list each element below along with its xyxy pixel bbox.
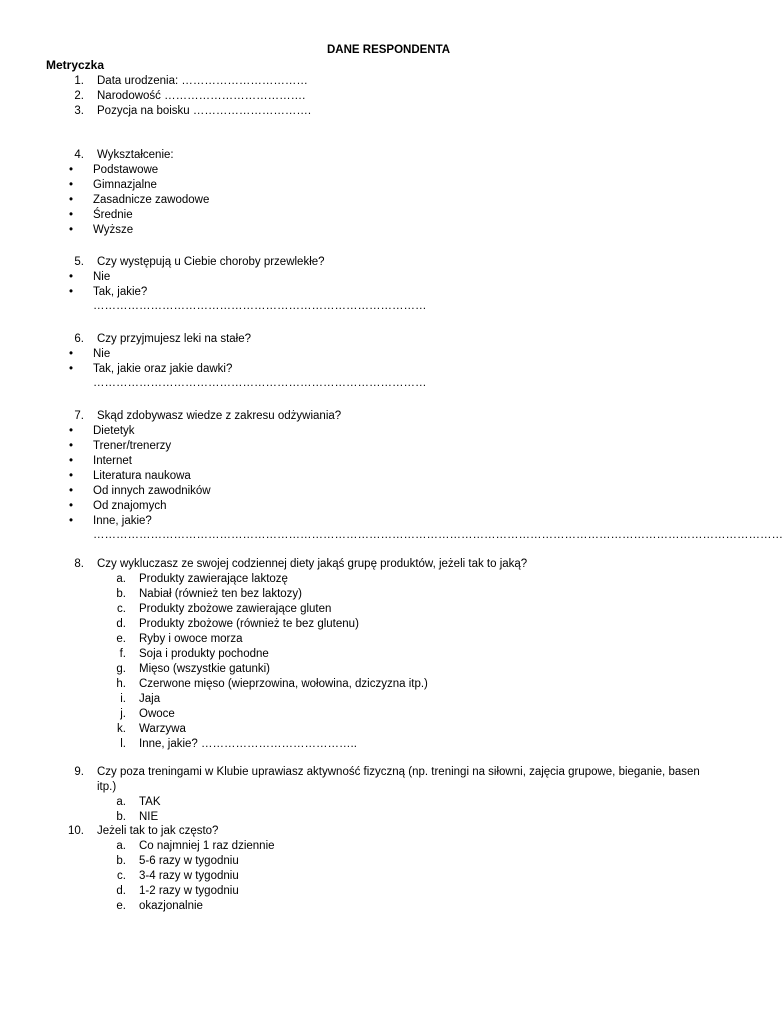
sub-option-text: 5-6 razy w tygodniu: [139, 855, 239, 867]
question-text: Czy poza treningami w Klubie uprawiasz aktywność fizyczną (np. treningi na siłowni, zajęcia grupowe, bieganie, basen: [97, 766, 700, 778]
sub-option-letter: b.: [116, 588, 126, 600]
sub-option-text: Inne, jakie? …………………………………..: [139, 738, 357, 750]
sub-option-text: Co najmniej 1 raz dziennie: [139, 840, 275, 852]
answer-blank: ……………………………………………………………………………: [93, 377, 427, 389]
option-item: • Tak, jakie?: [93, 285, 147, 300]
sub-option-letter: c.: [117, 603, 126, 615]
sub-option-text: Mięso (wszystkie gatunki): [139, 663, 271, 675]
sub-option-letter: i.: [120, 693, 126, 705]
question-number: 6.: [74, 333, 84, 345]
option-item: • Tak, jakie oraz jakie dawki?: [93, 362, 232, 377]
option-item: • Podstawowe: [93, 163, 158, 178]
question-text: Czy przyjmujesz leki na stałe?: [97, 333, 252, 345]
sub-option-text: Ryby i owoce morza: [139, 633, 243, 645]
option-item: • Inne, jakie?: [93, 514, 152, 529]
option-item: • Trener/trenerzy: [93, 439, 171, 454]
option-item: • Zasadnicze zawodowe: [93, 193, 209, 208]
question-text: Narodowość ……………………………….: [97, 90, 306, 102]
answer-blank: ………………………………………………………………………………………………………………………………………………………………: [93, 529, 783, 541]
option-item: • Gimnazjalne: [93, 178, 157, 193]
sub-option-letter: a.: [116, 573, 126, 585]
question-number: 4.: [74, 149, 84, 161]
sub-option-text: 1-2 razy w tygodniu: [139, 885, 239, 897]
sub-option-text: Jaja: [139, 693, 161, 705]
question-number: 1.: [74, 75, 84, 87]
sub-option-text: Produkty zbożowe (również te bez glutenu): [139, 618, 359, 630]
sub-option-letter: d.: [116, 885, 126, 897]
sub-option-letter: b.: [116, 855, 126, 867]
sub-option-letter: l.: [120, 738, 126, 750]
question-number: 7.: [74, 410, 84, 422]
sub-option-letter: e.: [116, 900, 126, 912]
question-text: Jeżeli tak to jak często?: [97, 825, 219, 837]
question-text: Pozycja na boisku ………………………….: [97, 105, 312, 117]
question-text: Wykształcenie:: [97, 149, 174, 161]
sub-option-letter: d.: [116, 618, 126, 630]
sub-option-letter: e.: [116, 633, 126, 645]
question-number: 5.: [74, 256, 84, 268]
question-text: Czy występują u Ciebie choroby przewlekłe?: [97, 256, 325, 268]
sub-option-text: TAK: [139, 796, 161, 808]
sub-option-text: Soja i produkty pochodne: [139, 648, 269, 660]
question-number: 8.: [74, 558, 84, 570]
section-heading: Metryczka: [46, 58, 105, 72]
question-number: 10.: [68, 825, 84, 837]
sub-option-letter: b.: [116, 811, 126, 823]
sub-option-letter: h.: [116, 678, 126, 690]
sub-option-letter: k.: [117, 723, 126, 735]
question-text: Data urodzenia: ……………………………: [97, 75, 308, 87]
answer-blank: ……………………………………………………………………………: [93, 300, 427, 312]
sub-option-text: Produkty zbożowe zawierające gluten: [139, 603, 332, 615]
option-item: • Od innych zawodników: [93, 484, 211, 499]
question-text: Skąd zdobywasz wiedze z zakresu odżywiania?: [97, 410, 342, 422]
sub-option-text: Produkty zawierające laktozę: [139, 573, 288, 585]
sub-option-letter: a.: [116, 840, 126, 852]
sub-option-text: NIE: [139, 811, 159, 823]
option-item: • Nie: [93, 347, 110, 362]
document-title: DANE RESPONDENTA: [327, 44, 451, 56]
option-item: • Od znajomych: [93, 499, 167, 514]
question-number: 9.: [74, 766, 84, 778]
sub-option-text: Warzywa: [139, 723, 186, 735]
sub-option-letter: g.: [116, 663, 126, 675]
question-text: Czy wykluczasz ze swojej codziennej diety jakąś grupę produktów, jeżeli tak to jaką?: [97, 558, 528, 570]
option-item: • Wyższe: [93, 223, 133, 238]
question-number: 3.: [74, 105, 84, 117]
option-item: • Literatura naukowa: [93, 469, 191, 484]
sub-option-letter: f.: [119, 648, 126, 660]
sub-option-text: 3-4 razy w tygodniu: [139, 870, 239, 882]
sub-option-letter: a.: [116, 796, 126, 808]
sub-option-text: okazjonalnie: [139, 900, 203, 912]
question-text-continuation: itp.): [97, 781, 117, 793]
sub-option-letter: j.: [120, 708, 126, 720]
sub-option-text: Owoce: [139, 708, 175, 720]
sub-option-text: Nabiał (również ten bez laktozy): [139, 588, 302, 600]
sub-option-letter: c.: [117, 870, 126, 882]
sub-option-text: Czerwone mięso (wieprzowina, wołowina, dziczyzna itp.): [139, 678, 428, 690]
option-item: • Dietetyk: [93, 424, 135, 439]
option-item: • Średnie: [93, 208, 133, 223]
option-item: • Internet: [93, 454, 132, 469]
question-number: 2.: [74, 90, 84, 102]
option-item: • Nie: [93, 270, 110, 285]
